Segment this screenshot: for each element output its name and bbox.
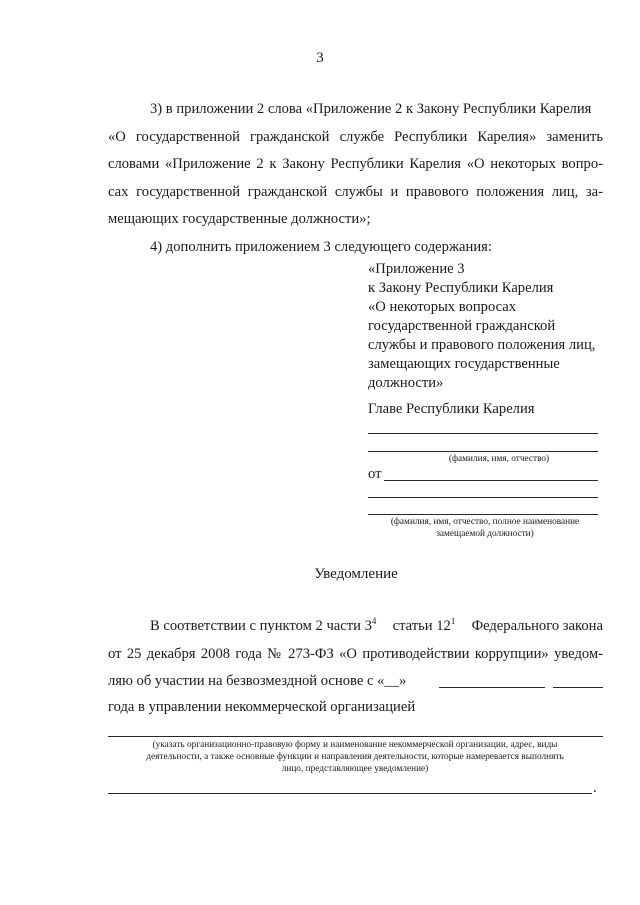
from-label: от [368, 466, 382, 482]
body-line1-part3: Федерального закона [471, 618, 603, 634]
appendix-header-line: «Приложение 3 [368, 261, 465, 277]
body-line4: года в управлении некоммерческой организацией [108, 699, 416, 715]
item3-line1: 3) в приложении 2 слова «Приложение 2 к Закону Республики Карелия [150, 101, 592, 117]
caption-org: лицо, представляющее уведомление) [281, 764, 429, 774]
body-line1-part1: В соответствии с пунктом 2 части $3^4$ [150, 616, 377, 634]
blank-line [368, 497, 598, 498]
appendix-header-line: «О некоторых вопросах [368, 299, 517, 315]
item3-line4: сах государственной гражданской службы и правового положения лиц, за- [108, 184, 603, 200]
blank-line [553, 687, 603, 688]
item3-line3: словами «Приложение 2 к Закону Республики Карелия «О некоторых вопро- [108, 156, 603, 172]
item3-line5: мещающих государственные должности»; [108, 211, 371, 227]
body-line1 [150, 618, 603, 635]
item4-line: 4) дополнить приложением 3 следующего содержания: [150, 239, 492, 255]
caption-fio-position: (фамилия, имя, отчество, полное наименование [390, 517, 580, 527]
blank-line [368, 451, 598, 452]
body-line2: от 25 декабря 2008 года № 273-ФЗ «О противодействии коррупции» уведом- [108, 646, 603, 662]
caption-org: деятельности, а также основные функции и направления деятельности, которые намеревается выполнять [146, 752, 564, 762]
end-mark: . [593, 780, 597, 796]
page-number: 3 [316, 50, 324, 66]
blank-line [368, 514, 598, 515]
blank-line [439, 687, 545, 688]
blank-line [384, 480, 598, 481]
caption-org: (указать организационно-правовую форму и наименование некоммерческой организации, адрес, виды [152, 740, 558, 750]
blank-line [108, 736, 603, 737]
blank-line [368, 433, 598, 434]
appendix-header-line: должности» [368, 375, 444, 391]
body-line1-part2: статьи $12^1$ [392, 616, 456, 634]
blank-line [108, 793, 592, 794]
appendix-header-line: к Закону Республики Карелия [368, 280, 554, 296]
item3-line2: «О государственной гражданской службе Республики Карелия» заменить [108, 129, 603, 145]
caption-fio: (фамилия, имя, отчество) [448, 454, 550, 464]
appendix-header-line: службы и правового положения лиц, [368, 337, 596, 353]
notice-title: Уведомление [314, 566, 398, 582]
appendix-header-line: государственной гражданской [368, 318, 556, 334]
caption-fio-position: замещаемой должности) [436, 529, 534, 539]
appendix-header-line: замещающих государственные [368, 356, 560, 372]
addressee: Главе Республики Карелия [368, 401, 535, 417]
body-line3: ляю об участии на безвозмездной основе с «__» [108, 673, 407, 689]
